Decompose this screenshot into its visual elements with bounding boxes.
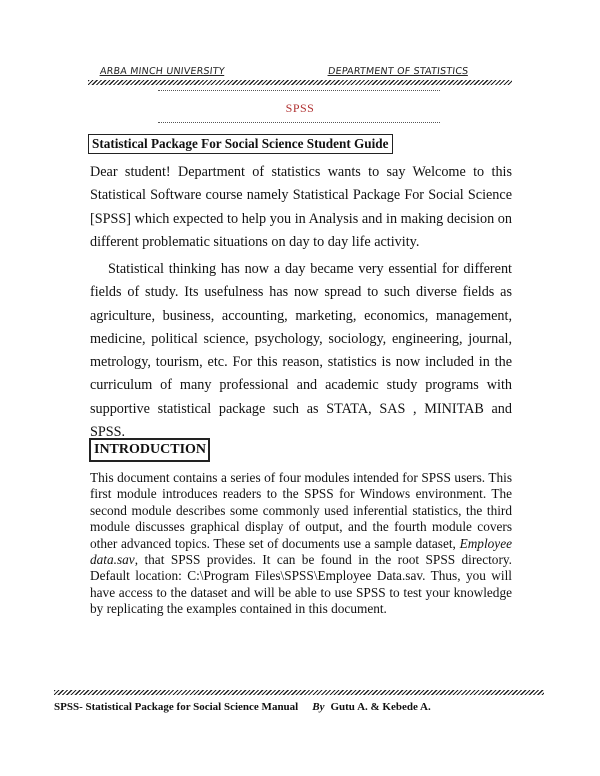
introduction-heading: INTRODUCTION: [89, 438, 210, 462]
intro-text-after: , that SPSS provides. It can be found in the root SPSS directory. Default location: C:\Program Files\SPSS\Employee Data.sav. Thus, you will have access to the dataset and will be able to use SPSS to test your knowledge by replicating the examples contained in this document.: [90, 552, 512, 617]
introduction-paragraph: [90, 470, 512, 618]
page-title: SPSS: [285, 101, 315, 115]
footer-by: By: [312, 701, 325, 713]
paragraph-statistical-thinking: Statistical thinking has now a day became very essential for different fields of study. Its usefulness has now spread to such diverse fields as agriculture, business, accounting, marketing, economics, management, medicine, political science, psychology, sociology, engineering, journal, metrology, tourism, etc. For this reason, statistics is now included in the curriculum of many professional and academic study programs with supportive statistical package such as STATA, SAS , MINITAB and SPSS.: [90, 261, 512, 441]
intro-text-before: This document contains a series of four modules intended for SPSS users. This first module introduces readers to the SPSS for Windows environment. The second module describes some commonly used inferential statistics, the third module discusses graphical display of output, and the fourth module covers other advanced topics. These set of documents use a sample dataset,: [90, 470, 512, 551]
header-divider: [88, 80, 512, 85]
header-university: ARBA MINCH UNIVERSITY: [99, 66, 226, 77]
footer: [54, 701, 431, 713]
header-department: DEPARTMENT OF STATISTICS: [327, 66, 469, 77]
footer-authors: Gutu A. & Kebede A.: [330, 701, 431, 713]
section-heading: Statistical Package For Social Science Student Guide: [88, 134, 393, 154]
paragraph-welcome: Dear student! Department of statistics wants to say Welcome to this Statistical Software course namely Statistical Package For Social Science [SPSS] which expected to help you in Analysis and in making decision on different problematic situations on day to day life activity.: [90, 164, 512, 250]
title-rule-top: [158, 90, 440, 91]
footer-title: SPSS- Statistical Package for Social Science Manual: [54, 701, 299, 713]
dataset-filename: Employee data.sav: [90, 535, 512, 568]
footer-divider: [54, 690, 544, 695]
title-rule-bottom: [158, 122, 440, 123]
